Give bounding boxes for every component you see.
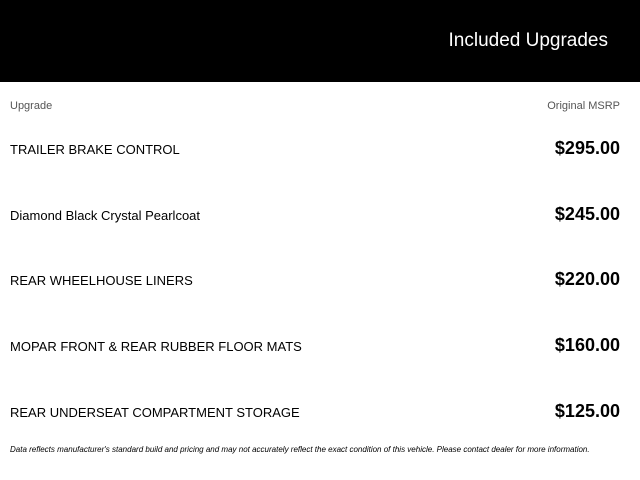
msrp-column-header: Original MSRP xyxy=(547,100,620,112)
disclaimer-text: Data reflects manufacturer's standard build and pricing and may not accurately reflect the exact condition of this vehicle. Please contact dealer for more information. xyxy=(10,445,590,454)
list-item xyxy=(0,268,640,292)
upgrade-name: TRAILER BRAKE CONTROL xyxy=(10,142,180,157)
upgrade-name: REAR UNDERSEAT COMPARTMENT STORAGE xyxy=(10,405,300,420)
header-banner xyxy=(0,0,640,82)
upgrade-name: REAR WHEELHOUSE LINERS xyxy=(10,273,193,288)
list-item xyxy=(0,137,640,161)
upgrade-price: $160.00 xyxy=(554,335,620,355)
upgrade-name: MOPAR FRONT & REAR RUBBER FLOOR MATS xyxy=(10,339,302,354)
list-item xyxy=(0,400,640,424)
upgrade-column-header: Upgrade xyxy=(10,100,53,112)
upgrade-price: $220.00 xyxy=(554,269,620,289)
page-title: Included Upgrades xyxy=(448,30,608,51)
upgrade-price: $125.00 xyxy=(554,401,620,421)
upgrade-price: $295.00 xyxy=(554,138,620,158)
upgrade-price: $245.00 xyxy=(554,204,620,224)
list-item xyxy=(0,334,640,358)
list-item xyxy=(0,203,640,227)
upgrade-name: Diamond Black Crystal Pearlcoat xyxy=(10,208,201,223)
